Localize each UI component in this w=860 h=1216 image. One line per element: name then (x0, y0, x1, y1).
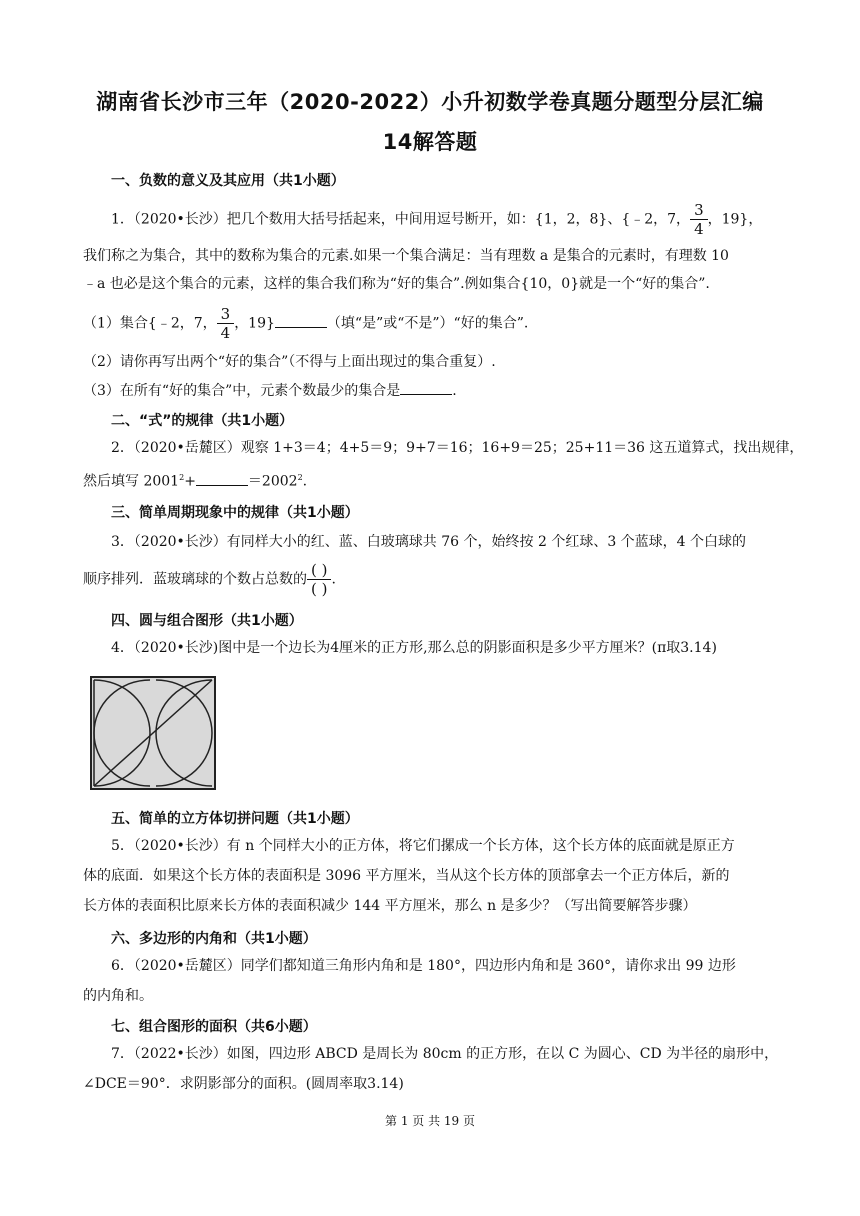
q1-part3-text-b: . (452, 383, 457, 399)
section-heading-6: 六、多边形的内角和（共1小题） (111, 931, 317, 947)
q3-end: . (331, 571, 336, 588)
q1-part1-text-b: ，19} (234, 315, 275, 332)
answer-blank (400, 380, 452, 395)
question-1-part-3 (83, 380, 457, 401)
question-2-line-1: 2．（2020•岳麓区）观察 1+3＝4；4+5＝9；9+7＝16；16+9＝25；25+11＝36 这五道算式，找出规律， (111, 440, 804, 456)
q2-exponent: 2 (179, 473, 185, 482)
q1-part3-text-a: （3）在所有“好的集合”中，元素个数最少的集合是 (83, 383, 401, 399)
q2-text-a: 然后填写 2001 (83, 473, 180, 490)
question-3-line-1: 3．（2020•长沙）有同样大小的红、蓝、白玻璃球共 76 个，始终按 2 个红球、3 个蓝球，4 个白球的 (111, 534, 747, 550)
q3-text: 顺序排列．蓝玻璃球的个数占总数的 (83, 571, 307, 588)
question-1-line-3: ﹣a 也必是这个集合的元素，这样的集合我们称为“好的集合”.例如集合{10，0}就是一个“好的集合”. (83, 276, 710, 292)
q1-part1-text-a: （1）集合{﹣2，7， (83, 315, 217, 332)
q1-text-b: ，19}， (707, 211, 763, 228)
fraction-blank (309, 562, 329, 597)
question-1-part-2: （2）请你再写出两个“好的集合”（不得与上面出现过的集合重复）. (83, 354, 496, 370)
document-subtitle: 14解答题 (382, 130, 478, 154)
question-5-line-1: 5．（2020•长沙）有 n 个同样大小的正方体，将它们摞成一个长方体，这个长方体的底面就是原正方 (111, 838, 735, 854)
q2-text-b: + (184, 473, 196, 490)
fraction-numerator: 3 (694, 201, 704, 219)
question-6-line-1: 6．（2020•岳麓区）同学们都知道三角形内角和是 180°，四边形内角和是 360°，请你求出 99 边形 (111, 958, 736, 974)
question-7-line-2: ∠DCE＝90°．求阴影部分的面积。(圆周率取3.14) (83, 1076, 404, 1092)
section-heading-1: 一、负数的意义及其应用（共1小题） (111, 173, 345, 189)
q2-exponent: 2 (297, 473, 303, 482)
question-2-line-2 (83, 468, 307, 492)
q1-part1-text-c: （填“是”或“不是”）“好的集合”. (326, 315, 529, 332)
section-heading-3: 三、简单周期现象中的规律（共1小题） (111, 505, 359, 521)
document-title: 湖南省长沙市三年（2020-2022）小升初数学卷真题分题型分层汇编 (96, 90, 764, 114)
question-4-line-1: 4．（2020•长沙)图中是一个边长为4厘米的正方形,那么总的阴影面积是多少平方厘米？(π取3.14) (111, 640, 717, 656)
fraction-denominator: ( ) (311, 580, 328, 598)
question-1-line-1 (111, 202, 762, 237)
question-3-line-2 (83, 562, 336, 597)
q2-text-d: . (302, 473, 308, 490)
question-6-line-2: 的内角和。 (83, 988, 153, 1004)
question-1-part-1 (83, 306, 528, 341)
section-heading-4: 四、圆与组合图形（共1小题） (111, 613, 303, 629)
question-5-line-2: 体的底面．如果这个长方体的表面积是 3096 平方厘米，当从这个长方体的顶部拿去一个正方体后，新的 (83, 868, 730, 884)
answer-blank (275, 313, 327, 328)
answer-blank (196, 471, 248, 486)
fraction-three-quarters (219, 306, 233, 341)
question-5-line-3: 长方体的表面积比原来长方体的表面积减少 144 平方厘米，那么 n 是多少？（写出简要解答步骤） (83, 898, 697, 914)
fraction-denominator: 4 (220, 324, 231, 342)
page-footer: 第 1 页 共 19 页 (385, 1114, 475, 1128)
section-heading-2: 二、“式”的规律（共1小题） (111, 413, 294, 429)
fraction-numerator: ( ) (311, 561, 328, 579)
fraction-numerator: 3 (220, 305, 231, 323)
q1-text-a: 1．（2020•长沙）把几个数用大括号括起来，中间用逗号断开，如：{1，2，8}、{﹣2，7， (111, 211, 691, 228)
fraction-three-quarters (692, 202, 706, 237)
question-1-line-2: 我们称之为集合，其中的数称为集合的元素.如果一个集合满足：当有理数 a 是集合的元素时，有理数 10 (83, 248, 729, 264)
fraction-denominator: 4 (694, 220, 704, 238)
square-semicircle-figure (90, 676, 216, 790)
section-heading-5: 五、简单的立方体切拼问题（共1小题） (111, 811, 359, 827)
section-heading-7: 七、组合图形的面积（共6小题） (111, 1019, 317, 1035)
question-7-line-1: 7．（2022•长沙）如图，四边形 ABCD 是周长为 80cm 的正方形，在以 C 为圆心、CD 为半径的扇形中， (111, 1046, 779, 1062)
q2-text-c: ＝2002 (247, 473, 298, 490)
